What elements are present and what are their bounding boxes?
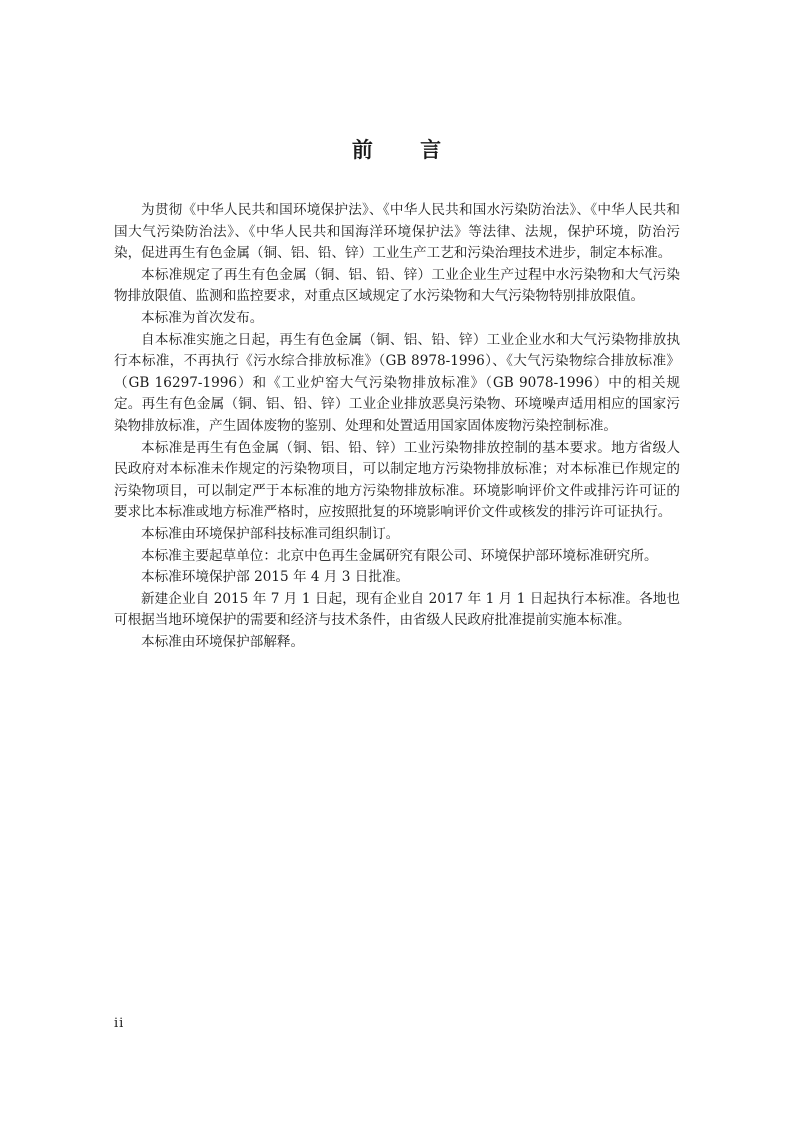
- page-title: 前 言: [351, 137, 462, 162]
- paragraph-first-release: 本标准为首次发布。: [141, 309, 264, 326]
- paragraph-scope: 本标准规定了再生有色金属（铜、铝、铅、锌）工业企业生产过程中水污染物和大气污染物排放限值、监测和监控要求，对重点区域规定了水污染物和大气污染物特别排放限值。: [114, 266, 680, 305]
- paragraph-approval: 本标准环境保护部 2015 年 4 月 3 日批准。: [141, 569, 410, 586]
- paragraph-implementation: 自本标准实施之日起，再生有色金属（铜、铝、铅、锌）工业企业水和大气污染物排放执行本标准，不再执行《污水综合排放标准》（GB 8978-1996）、《大气污染物综合排放标准》（GB 16297-1996）和《工业炉窑大气污染物排放标准》（GB 9078-1996）中的相关规定。再生有色金属（铜、铝、铅、锌）工业企业排放恶臭污染物、环境噪声适用相应的国家污染物排放标准，产生固体废物的鉴别、处理和处置适用国家固体废物污染控制标准。: [114, 331, 680, 434]
- paragraph-organizer: 本标准由环境保护部科技标准司组织制订。: [141, 525, 400, 542]
- paragraph-purpose: 为贯彻《中华人民共和国环境保护法》、《中华人民共和国水污染防治法》、《中华人民共和国大气污染防治法》、《中华人民共和国海洋环境保护法》等法律、法规，保护环境，防治污染，促进再生有色金属（铜、铝、铅、锌）工业生产工艺和污染治理技术进步，制定本标准。: [114, 202, 680, 262]
- paragraph-basic-requirements: 本标准是再生有色金属（铜、铝、铅、锌）工业污染物排放控制的基本要求。地方省级人民政府对本标准未作规定的污染物项目，可以制定地方污染物排放标准；对本标准已作规定的污染物项目，可以制定严于本标准的地方污染物排放标准。环境影响评价文件或排污许可证的要求比本标准或地方标准严格时，应按照批复的环境影响评价文件或核发的排污许可证执行。: [114, 439, 680, 521]
- page-number: ii: [114, 1016, 125, 1031]
- paragraph-interpretation: 本标准由环境保护部解释。: [141, 633, 305, 650]
- paragraph-effective-dates: 新建企业自 2015 年 7 月 1 日起，现有企业自 2017 年 1 月 1 日起执行本标准。各地也可根据当地环境保护的需要和经济与技术条件，由省级人民政府批准提前实施本标准。: [114, 590, 680, 629]
- paragraph-drafting-units: 本标准主要起草单位：北京中色再生金属研究有限公司、环境保护部环境标准研究所。: [141, 547, 658, 564]
- body-text: [114, 200, 680, 653]
